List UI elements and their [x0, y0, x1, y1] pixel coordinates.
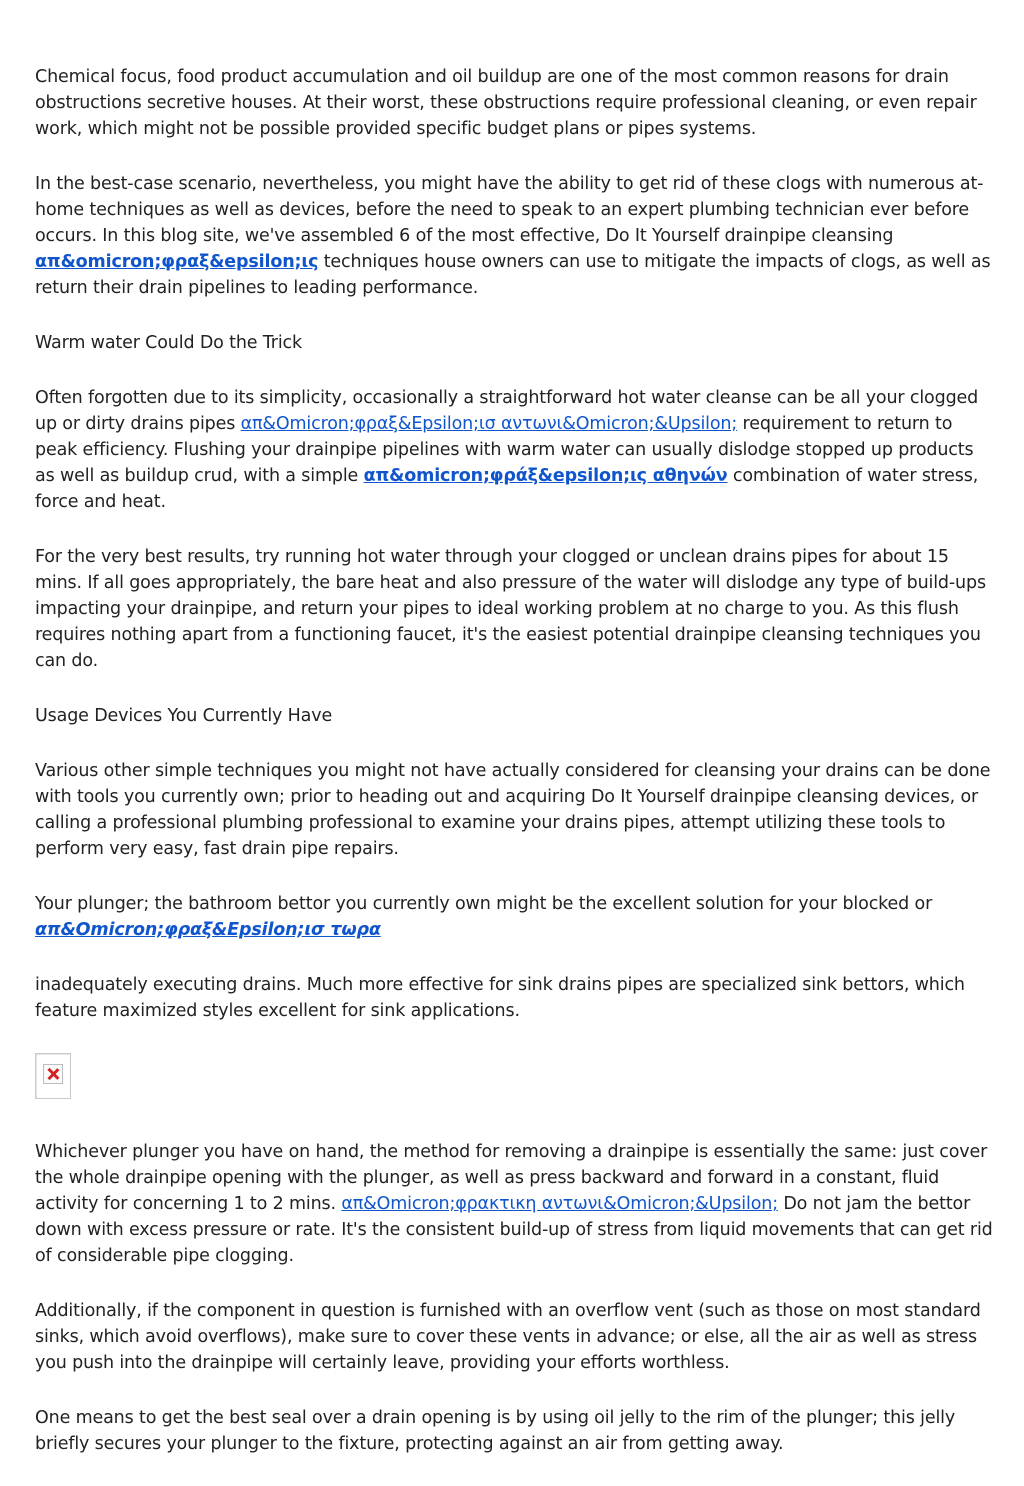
- document-body: [35, 64, 995, 1486]
- paragraph-best-case: [35, 171, 995, 301]
- paragraph-intro: Chemical focus, food product accumulation and oil buildup are one of the most common reasons for drain obstructions secretive houses. At their worst, these obstructions require professional cleaning, or even repair work, which might not be possible provided specific budget plans or pipes systems.: [35, 67, 977, 139]
- paragraph-simple-techniques: Various other simple techniques you might not have actually considered for cleansing your drains can be done with tools you currently own; prior to heading out and acquiring Do It Yourself drainpipe cleansing devices, or calling a professional plumbing professional to examine your drains pipes, attempt utilizing these tools to perform very easy, fast drain pipe repairs.: [35, 761, 991, 859]
- text: Your plunger; the bathroom bettor you currently own might be the excellent solution for your blocked or: [35, 894, 933, 914]
- paragraph-plunger-method: [35, 1139, 995, 1269]
- section-heading-warm-water: Warm water Could Do the Trick: [35, 333, 302, 353]
- paragraph-plunger: [35, 891, 995, 943]
- link-unclogging-antoniou[interactable]: απ&Omicron;φρακτικη αντωνι&Omicron;&Upsilon;: [341, 1194, 778, 1214]
- paragraph-hot-water: [35, 385, 995, 515]
- text: In the best-case scenario, nevertheless, you might have the ability to get rid of these clogs with numerous at-home techniques as well as devices, before the need to speak to an expert plumbing technician ever before occurs. In this blog site, we've assembled 6 of the most effective, Do It Yourself drainpipe cleansing: [35, 174, 984, 246]
- link-drain-cleaning[interactable]: απ&omicron;φραξ&epsilon;ις: [35, 252, 319, 272]
- paragraph-overflow-vent: Additionally, if the component in question is furnished with an overflow vent (such as those on most standard sinks, which avoid overflows), make sure to cover these vents in advance; or else, all the air as well as stress you push into the drainpipe will certainly leave, providing your efforts worthless.: [35, 1301, 981, 1373]
- text: Whichever plunger you have on hand, the method for removing a drainpipe is essentially the same: just cover the whole drainpipe opening with the plunger, as well as press backward and forward in a constant, fluid activity for concerning 1 to 2 mins.: [35, 1142, 988, 1214]
- link-drain-cleaning-athens[interactable]: απ&omicron;φράξ&epsilon;ις αθηνών: [363, 466, 728, 486]
- paragraph-petroleum-jelly: One means to get the best seal over a drain opening is by using oil jelly to the rim of the plunger; this jelly briefly secures your plunger to the fixture, protecting against an air from getting away.: [35, 1408, 956, 1454]
- text: Do not jam the bettor down with excess pressure or rate. It's the consistent build-up of stress from liquid movements that can get rid of considerable pipe clogging.: [35, 1194, 993, 1266]
- text: Often forgotten due to its simplicity, occasionally a straightforward hot water cleanse can be all your clogged up or dirty drains pipes: [35, 388, 979, 434]
- section-heading-devices: Usage Devices You Currently Have: [35, 706, 333, 726]
- broken-image-icon: [35, 1053, 71, 1099]
- link-drain-cleaning-antoniou[interactable]: απ&Omicron;φραξ&Epsilon;ισ αντωνι&Omicron;&Upsilon;: [240, 414, 738, 434]
- link-drain-cleaning-now[interactable]: απ&Omicron;φραξ&Epsilon;ισ τωρα: [35, 920, 381, 940]
- paragraph-inadequate-drains: inadequately executing drains. Much more effective for sink drains pipes are specialized sink bettors, which feature maximized styles excellent for sink applications.: [35, 975, 965, 1021]
- text: techniques house owners can use to mitigate the impacts of clogs, as well as return their drain pipelines to leading performance.: [35, 252, 991, 298]
- text: requirement to return to peak efficiency. Flushing your drainpipe pipelines with warm water can usually dislodge stopped up products as well as buildup crud, with a simple: [35, 414, 974, 486]
- close-icon: [43, 1064, 63, 1084]
- paragraph-best-results: For the very best results, try running hot water through your clogged or unclean drains pipes for about 15 mins. If all goes appropriately, the bare heat and also pressure of the water will dislodge any type of build-ups impacting your drainpipe, and return your pipes to ideal working problem at no charge to you. As this flush requires nothing apart from a functioning faucet, it's the easiest potential drainpipe cleansing techniques you can do.: [35, 547, 986, 671]
- text: combination of water stress, force and heat.: [35, 466, 979, 512]
